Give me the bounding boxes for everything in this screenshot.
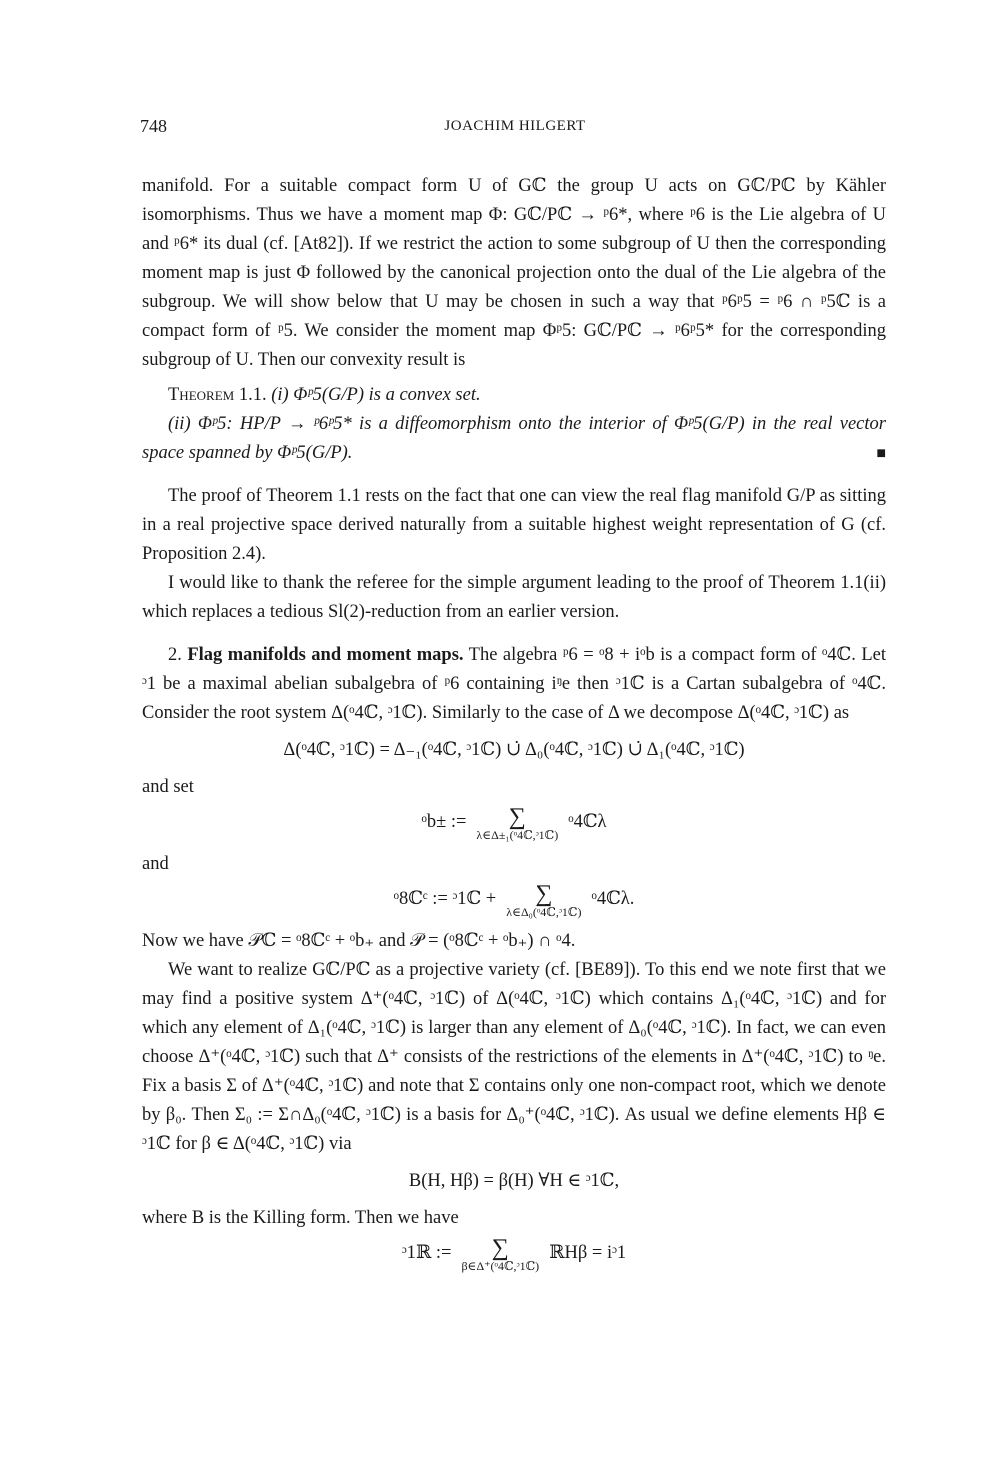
paragraph-2: The proof of Theorem 1.1 rests on the fact that one can view the real flag manifold G/P as sitting in a real projective space derived naturally from a suitable highest weight representation of G (cf. Proposition 2.4). xyxy=(142,486,886,564)
and-text: and xyxy=(142,854,169,874)
equation-k-c-lhs: ᵒ8ℂᶜ := ᵓ1ℂ + xyxy=(393,889,497,909)
paragraph-3: I would like to thank the referee for the simple argument leading to the proof of Theorem 1.1(ii) which replaces a tedious Sl(2)-reduction from an earlier version. xyxy=(142,573,886,622)
theorem-part-ii xyxy=(142,410,886,468)
page-header xyxy=(140,116,890,146)
theorem-part-i: (i) Φᵖ5(G/P) is a convex set. xyxy=(271,385,481,405)
equation-p-pm-lhs: ᵒb± := xyxy=(421,812,467,832)
summation xyxy=(476,804,559,844)
paragraph-1: manifold. For a suitable compact form U of Gℂ the group U acts on Gℂ/Pℂ by Kähler isomorphisms. Thus we have a moment map Φ: Gℂ/Pℂ → ᵖ6*, where ᵖ6 is the Lie algebra of U and ᵖ6* its dual (cf. [At82]). If we restrict the action to some subgroup of U then the corresponding moment map is just Φ followed by the canonical projection onto the dual of the Lie algebra of the subgroup. We will show below that U may be chosen in such a way that ᵖ6ᵖ5 = ᵖ6 ∩ ᵖ5ℂ is a compact form of ᵖ5. We consider the moment map Φᵖ5: Gℂ/Pℂ → ᵖ6ᵖ5* for the corresponding subgroup of U. Then our convexity result is xyxy=(142,176,886,370)
summation-index: λ∈Δ±₁(ᵒ4ℂ,ᵓ1ℂ) xyxy=(476,828,559,842)
theorem-1-1 xyxy=(142,381,886,410)
equation-t-r xyxy=(142,1235,886,1275)
equation-p-pm xyxy=(142,804,886,844)
theorem-part-ii-text: (ii) Φᵖ5: HP/P → ᵖ6ᵖ5* is a diffeomorphism onto the interior of Φᵖ5(G/P) in the real vector space spanned by Φᵖ5(G/P). xyxy=(142,414,886,463)
paragraph-6: We want to realize Gℂ/Pℂ as a projective variety (cf. [BE89]). To this end we note first that we may find a positive system Δ⁺(ᵒ4ℂ, ᵓ1ℂ) of Δ(ᵒ4ℂ, ᵓ1ℂ) which contains Δ₁(ᵒ4ℂ, ᵓ1ℂ) and for which any element of Δ₁(ᵒ4ℂ, ᵓ1ℂ) is larger than any element of Δ₀(ᵒ4ℂ, ᵓ1ℂ). In fact, we can even choose Δ⁺(ᵒ4ℂ, ᵓ1ℂ) such that Δ⁺ consists of the restrictions of the elements in Δ⁺(ᵒ4ℂ, ᵓ1ℂ) to ᵑe. Fix a basis Σ of Δ⁺(ᵒ4ℂ, ᵓ1ℂ) and note that Σ contains only one non-compact root, which we denote by β₀. Then Σ₀ := Σ∩Δ₀(ᵒ4ℂ, ᵓ1ℂ) is a basis for Δ₀⁺(ᵒ4ℂ, ᵓ1ℂ). As usual we define elements Hβ ∈ ᵓ1ℂ for β ∈ Δ(ᵒ4ℂ, ᵓ1ℂ) via xyxy=(142,960,886,1154)
page-body xyxy=(142,172,886,1281)
equation-t-r-rhs: ℝHβ = iᵓ1 xyxy=(549,1243,627,1263)
section-2 xyxy=(142,641,886,728)
summation-index: β∈Δ⁺(ᵒ4ℂ,ᵓ1ℂ) xyxy=(461,1259,540,1273)
page-number: 748 xyxy=(140,116,167,136)
summation xyxy=(506,881,582,921)
paragraph-7: where B is the Killing form. Then we have xyxy=(142,1208,459,1228)
paragraph-4: The algebra ᵖ6 = ᵒ8 + iᵒb is a compact form of ᵒ4ℂ. Let ᵓ1 be a maximal abelian subalgebra of ᵖ6 containing iᵑe then ᵓ1ℂ is a Cartan subalgebra of ᵒ4ℂ. Consider the root system Δ(ᵒ4ℂ, ᵓ1ℂ). Similarly to the case of Δ we decompose Δ(ᵒ4ℂ, ᵓ1ℂ) as xyxy=(142,645,887,723)
paragraph-5: Now we have 𝒫ℂ = ᵒ8ℂᶜ + ᵒb₊ and 𝒫 = (ᵒ8ℂᶜ + ᵒb₊) ∩ ᵒ4. xyxy=(142,931,576,951)
equation-k-c-rhs: ᵒ4ℂλ. xyxy=(591,889,635,909)
running-head: JOACHIM HILGERT xyxy=(444,118,586,134)
and-set-text: and set xyxy=(142,777,194,797)
summation-index: λ∈Δ₀(ᵒ4ℂ,ᵓ1ℂ) xyxy=(506,905,582,919)
sigma-symbol: ∑ xyxy=(491,1235,509,1261)
theorem-label: Theorem 1.1. xyxy=(168,385,267,405)
equation-t-r-lhs: ᵓ1ℝ := xyxy=(401,1243,452,1263)
spacer xyxy=(142,468,886,482)
section-title: Flag manifolds and moment maps. xyxy=(187,645,464,665)
equation-k-c xyxy=(142,881,886,921)
summation xyxy=(461,1235,540,1275)
equation-p-pm-rhs: ᵒ4ℂλ xyxy=(568,812,607,832)
sigma-symbol: ∑ xyxy=(535,881,553,907)
section-number: 2. xyxy=(168,645,182,665)
equation-killing-form: B(H, Hβ) = β(H) ∀H ∈ ᵓ1ℂ, xyxy=(408,1171,620,1191)
equation-root-decomposition: Δ(ᵒ4ℂ, ᵓ1ℂ) = Δ₋₁(ᵒ4ℂ, ᵓ1ℂ) ∪̇ Δ₀(ᵒ4ℂ, ᵓ1ℂ) ∪̇ Δ₁(ᵒ4ℂ, ᵓ1ℂ) xyxy=(283,740,745,760)
qed-symbol: ■ xyxy=(876,445,886,462)
sigma-symbol: ∑ xyxy=(508,804,526,830)
